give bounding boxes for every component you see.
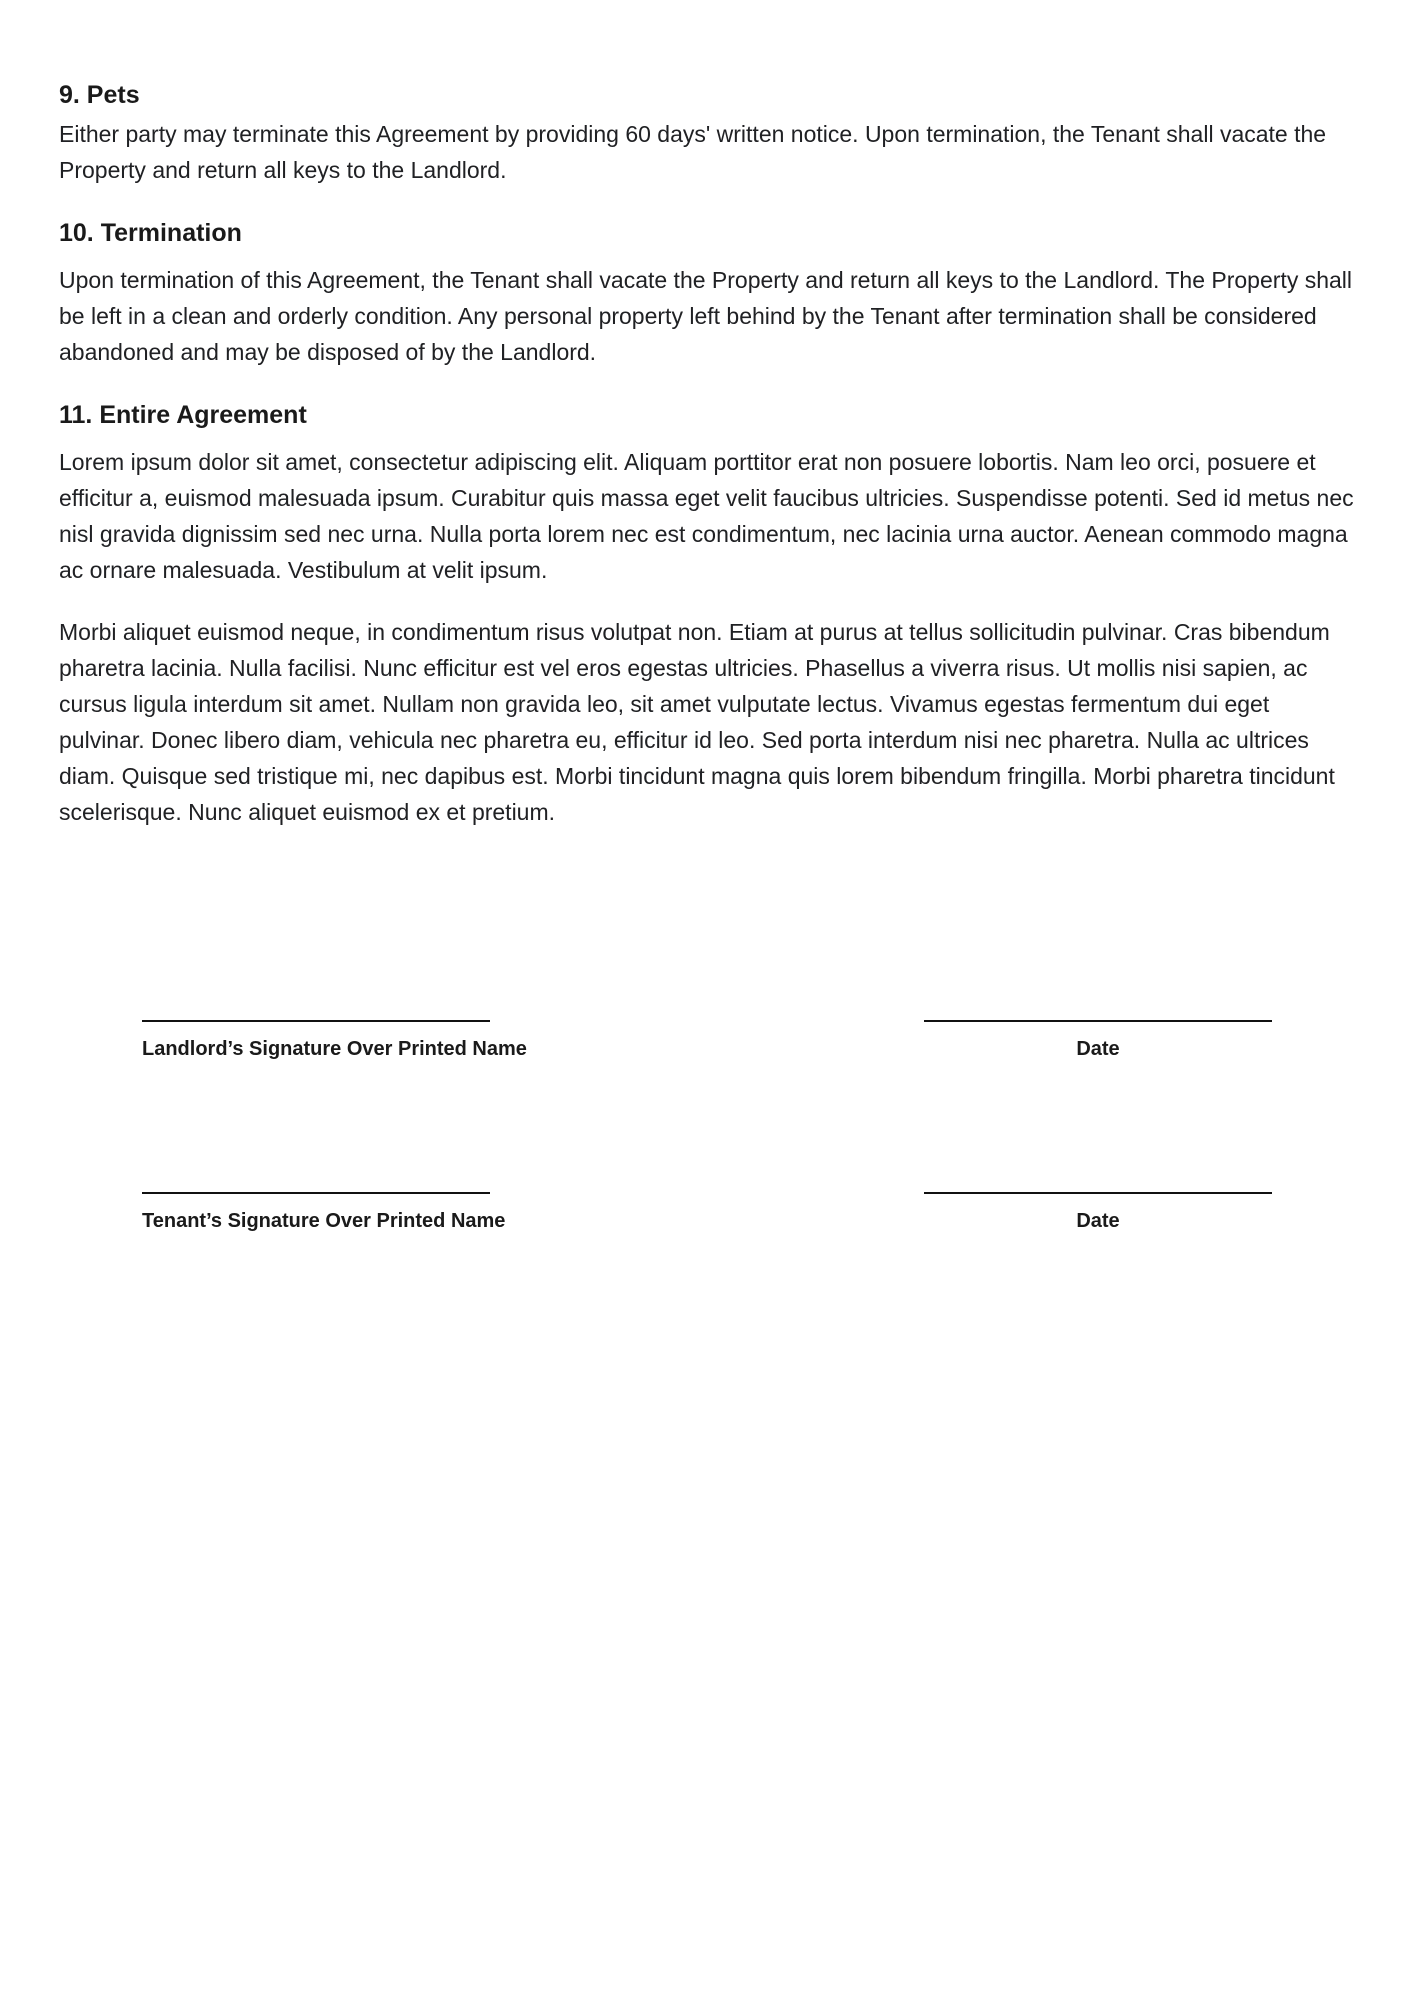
landlord-date-column [924, 1020, 1272, 1062]
tenant-date-line [924, 1192, 1272, 1194]
paragraph-termination: Upon termination of this Agreement, the Tenant shall vacate the Property and return all keys to the Landlord. The Property shall be left in a clean and orderly condition. Any personal property left behind by the Tenant after termination shall be considered abandoned and may be disposed of by the Landlord. [59, 267, 1353, 365]
section-heading-termination: 10. Termination [59, 219, 242, 247]
tenant-date-label: Date [1076, 1210, 1120, 1232]
landlord-signature-row [142, 1020, 1272, 1062]
tenant-signature-label: Tenant’s Signature Over Printed Name [142, 1210, 506, 1232]
paragraph-pets: Either party may terminate this Agreement by providing 60 days' written notice. Upon termination, the Tenant shall vacate the Property and return all keys to the Landlord. [59, 121, 1327, 183]
signature-block [59, 1020, 1355, 1234]
section-termination [59, 218, 1355, 370]
tenant-signature-column [142, 1192, 506, 1234]
section-heading-entire-agreement: 11. Entire Agreement [59, 401, 307, 429]
landlord-signature-label: Landlord’s Signature Over Printed Name [142, 1038, 527, 1060]
landlord-date-line [924, 1020, 1272, 1022]
landlord-signature-line [142, 1020, 490, 1022]
section-entire-agreement [59, 400, 1355, 830]
landlord-date-label: Date [1076, 1038, 1120, 1060]
section-pets [59, 80, 1355, 188]
paragraph-entire-agreement-2: Morbi aliquet euismod neque, in condimentum risus volutpat non. Etiam at purus at tellus sollicitudin pulvinar. Cras bibendum pharetra lacinia. Nulla facilisi. Nunc efficitur est vel eros egestas ultricies. Phasellus a viverra risus. Ut mollis nisi sapien, ac cursus ligula interdum sit amet. Nullam non gravida leo, sit amet vulputate lectus. Vivamus egestas fermentum dui eget pulvinar. Donec libero diam, vehicula nec pharetra eu, efficitur id leo. Sed porta interdum nisi nec pharetra. Nulla ac ultrices diam. Quisque sed tristique mi, nec dapibus est. Morbi tincidunt magna quis lorem bibendum fringilla. Morbi pharetra tincidunt scelerisque. Nunc aliquet euismod ex et pretium. [59, 619, 1335, 825]
tenant-signature-line [142, 1192, 490, 1194]
landlord-signature-column [142, 1020, 527, 1062]
tenant-signature-row [142, 1192, 1272, 1234]
paragraph-entire-agreement-1: Lorem ipsum dolor sit amet, consectetur adipiscing elit. Aliquam porttitor erat non posuere lobortis. Nam leo orci, posuere et efficitur a, euismod malesuada ipsum. Curabitur quis massa eget velit faucibus ultricies. Suspendisse potenti. Sed id metus nec nisl gravida dignissim sed nec urna. Nulla porta lorem nec est condimentum, nec lacinia urna auctor. Aenean commodo magna ac ornare malesuada. Vestibulum at velit ipsum. [59, 449, 1354, 583]
tenant-date-column [924, 1192, 1272, 1234]
section-heading-pets: 9. Pets [59, 81, 140, 109]
